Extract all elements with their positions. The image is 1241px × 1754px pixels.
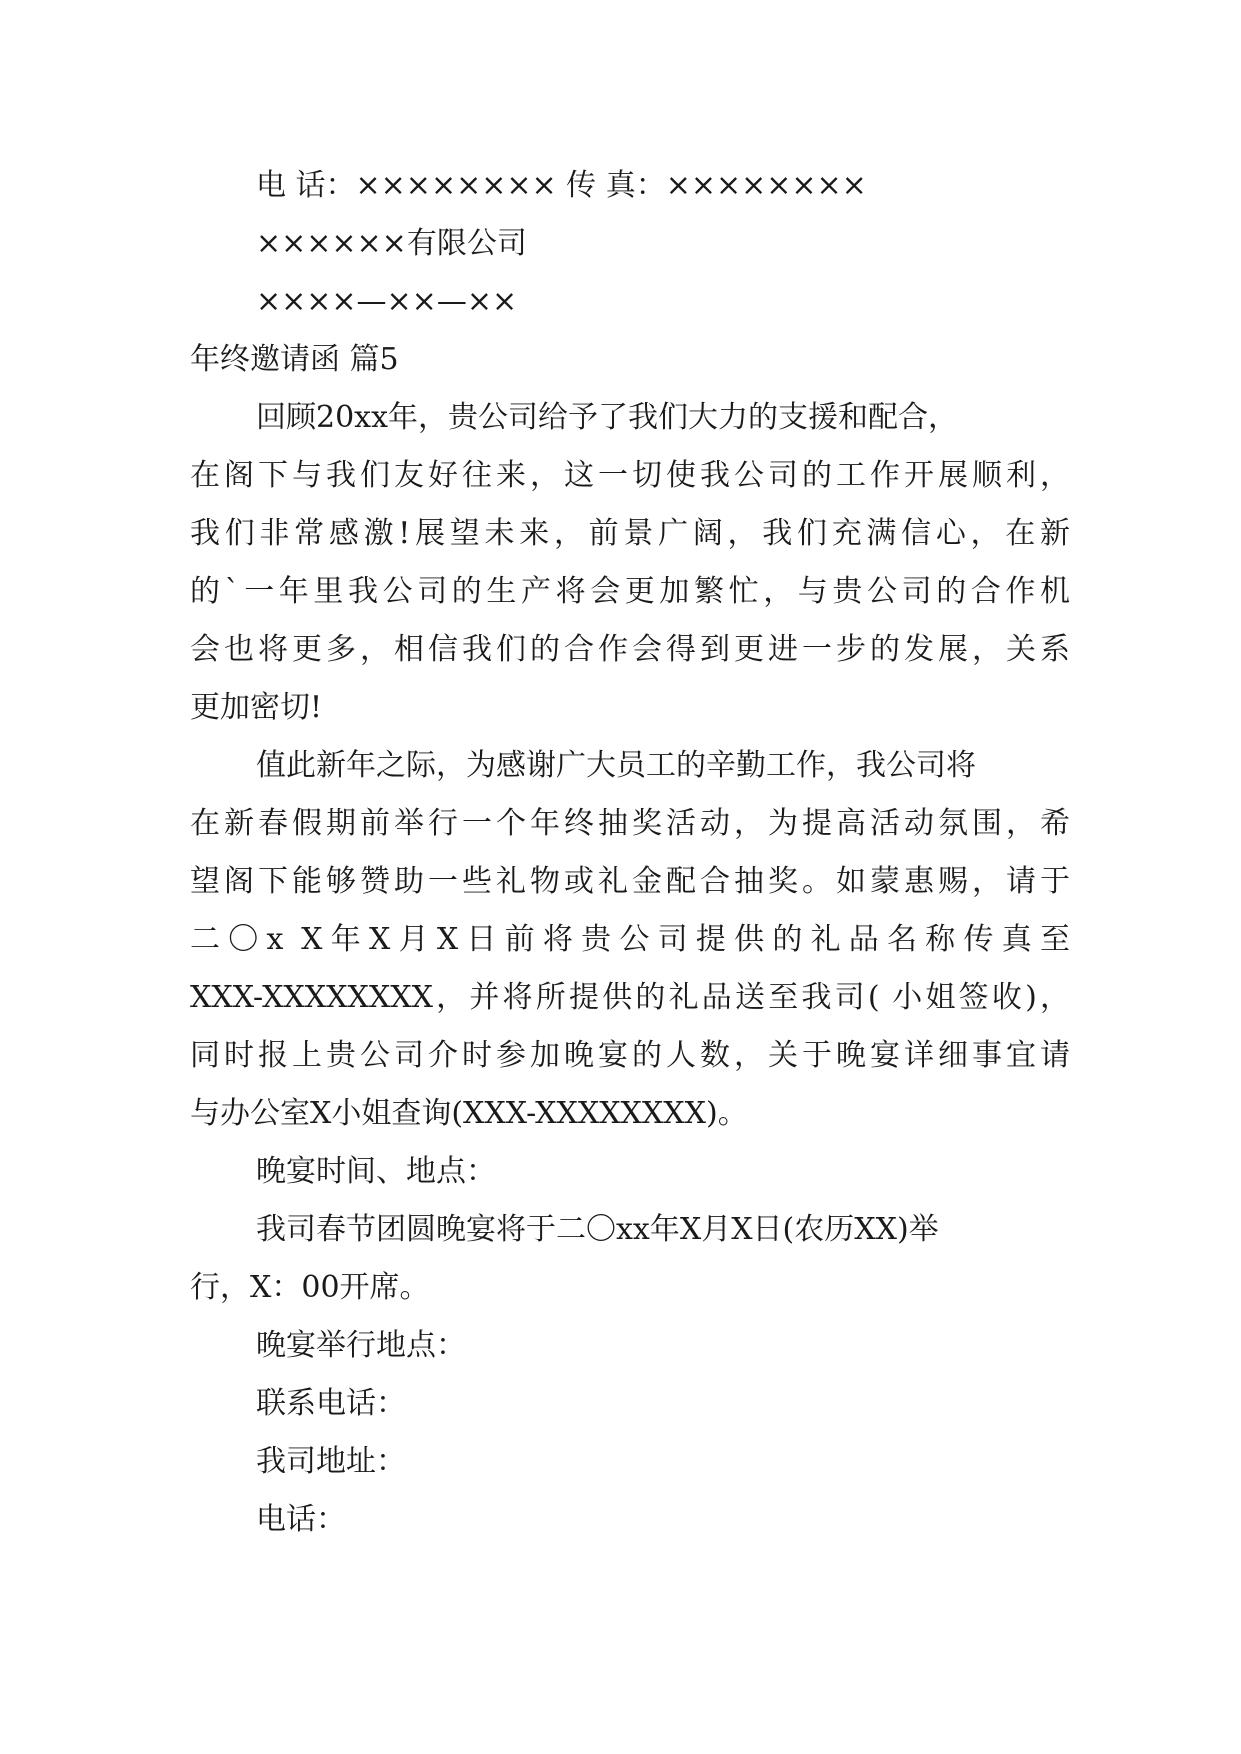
paragraph-line: 在阁下与我们友好往来，这一切使我公司的工作开展顺利， — [190, 458, 1070, 493]
paragraph-line: 同时报上贵公司介时参加晚宴的人数，关于晚宴详细事宜请 — [190, 1038, 1070, 1073]
paragraph-line: 回顾20xx年，贵公司给予了我们大力的支援和配合， — [256, 400, 959, 435]
contact-line: 电 话：×××××××× 传 真：×××××××× — [256, 168, 867, 203]
dinner-time-label: 晚宴时间、地点： — [256, 1154, 496, 1189]
paragraph-invitation — [190, 737, 1070, 1143]
phone-label: 电话： — [256, 1502, 346, 1537]
paragraph-line: 行，X：00开席。 — [190, 1270, 430, 1305]
paragraph-line: 望阁下能够赞助一些礼物或礼金配合抽奖。如蒙惠赐，请于 — [190, 864, 1070, 899]
paragraph-line: 在新春假期前举行一个年终抽奖活动，为提高活动氛围，希 — [190, 806, 1070, 841]
paragraph-line: 的`一年里我公司的生产将会更加繁忙，与贵公司的合作机 — [190, 574, 1070, 609]
company-name: ××××××有限公司 — [256, 226, 527, 261]
paragraph-line: 值此新年之际，为感谢广大员工的辛勤工作，我公司将 — [256, 748, 976, 783]
paragraph-line: 我们非常感激!展望未来，前景广阔，我们充满信心，在新 — [190, 516, 1070, 551]
document-date: ××××—××—×× — [256, 284, 518, 319]
paragraph-dinner — [190, 1201, 1070, 1317]
document-body — [190, 157, 1070, 1549]
paragraph-review — [190, 389, 1070, 737]
paragraph-line: 二〇x X年X月X日前将贵公司提供的礼品名称传真至 — [190, 922, 1070, 957]
venue-label: 晚宴举行地点： — [256, 1328, 466, 1363]
section-title: 年终邀请函 篇5 — [190, 342, 399, 377]
paragraph-line: 我司春节团圆晚宴将于二〇xx年X月X日(农历XX)举 — [256, 1212, 939, 1247]
paragraph-line: 与办公室X小姐查询(XXX-XXXXXXXX)。 — [190, 1096, 748, 1131]
paragraph-line: XXX-XXXXXXXX，并将所提供的礼品送至我司( 小姐签收)， — [190, 980, 1070, 1015]
address-label: 我司地址： — [256, 1444, 406, 1479]
phone-contact-label: 联系电话： — [256, 1386, 406, 1421]
paragraph-line: 会也将更多，相信我们的合作会得到更进一步的发展，关系 — [190, 632, 1070, 667]
paragraph-line: 更加密切! — [190, 690, 323, 725]
